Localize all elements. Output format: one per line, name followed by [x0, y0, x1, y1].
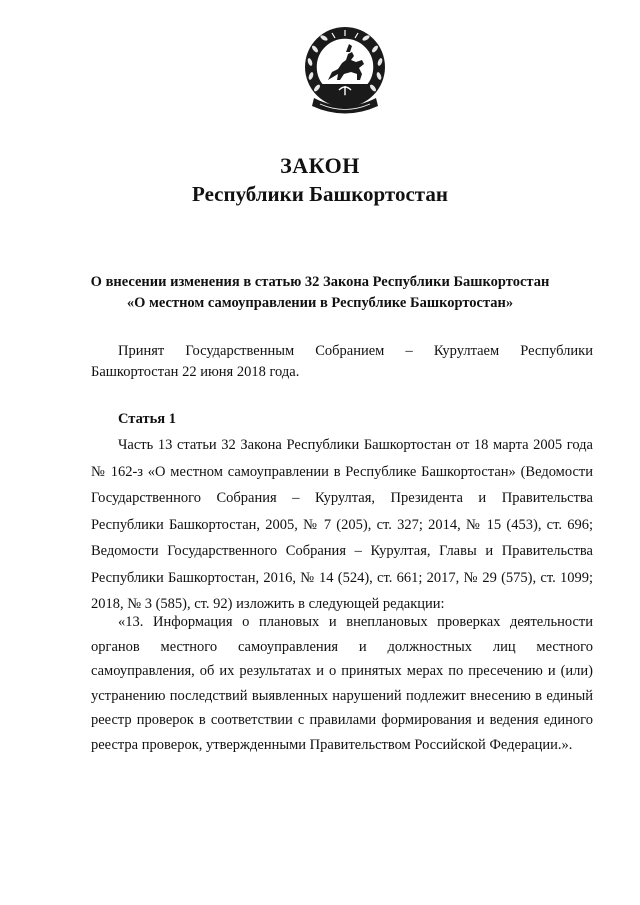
adoption-line: Принят Государственным Собранием – Курултаем Республики: [118, 343, 593, 359]
article-line: Часть 13 статьи 32 Закона Республики Башкортостан от 18 марта 2005 года: [118, 437, 593, 453]
article-line: Государственного Собрания – Курултая, Президента и Правительства: [91, 490, 593, 506]
amendment-line: самоуправления, об их результатах и о принятых мерах по пресечению и (или): [91, 663, 593, 679]
coat-of-arms-icon: [302, 22, 388, 122]
article-line: Республики Башкортостан, 2016, № 14 (524), ст. 661; 2017, № 29 (575), ст. 1099;: [91, 569, 593, 586]
amendment-line: устранению последствий выявленных нарушений подлежит внесению в единый: [91, 687, 593, 704]
amendment-line: «13. Информация о плановых и внеплановых проверках деятельности: [118, 614, 593, 630]
amendment-line: реестр проверок в соответствии с правилами формирования и ведения единого: [91, 712, 593, 728]
amendment-line: реестра проверок, утвержденными Правительством Российской Федерации.».: [91, 736, 573, 753]
adoption-line: Башкортостан 22 июня 2018 года.: [91, 364, 300, 380]
subject-line: «О местном самоуправлении в Республике Башкортостан»: [126, 295, 514, 311]
article-line: 2018, № 3 (585), ст. 92) изложить в следующей редакции:: [91, 596, 445, 612]
subject-line: О внесении изменения в статью 32 Закона Республики Башкортостан: [90, 274, 550, 290]
adoption-statement: [91, 341, 593, 383]
article-line: Республики Башкортостан, 2005, № 7 (205), ст. 327; 2014, № 15 (453), ст. 696;: [91, 516, 593, 533]
article-heading: Статья 1: [118, 411, 176, 427]
document-subtitle: Республики Башкортостан: [192, 182, 448, 206]
amendment-line: органов местного самоуправления и должностных лиц местного: [91, 638, 593, 655]
amendment-text: [91, 610, 593, 757]
document-subject: [0, 272, 640, 314]
article-line: № 162-з «О местном самоуправлении в Республике Башкортостан» (Ведомости: [91, 463, 593, 480]
article-body: [91, 432, 593, 618]
document-title: ЗАКОН: [280, 153, 360, 178]
article-line: Ведомости Государственного Собрания – Курултая, Главы и Правительства: [91, 543, 593, 559]
